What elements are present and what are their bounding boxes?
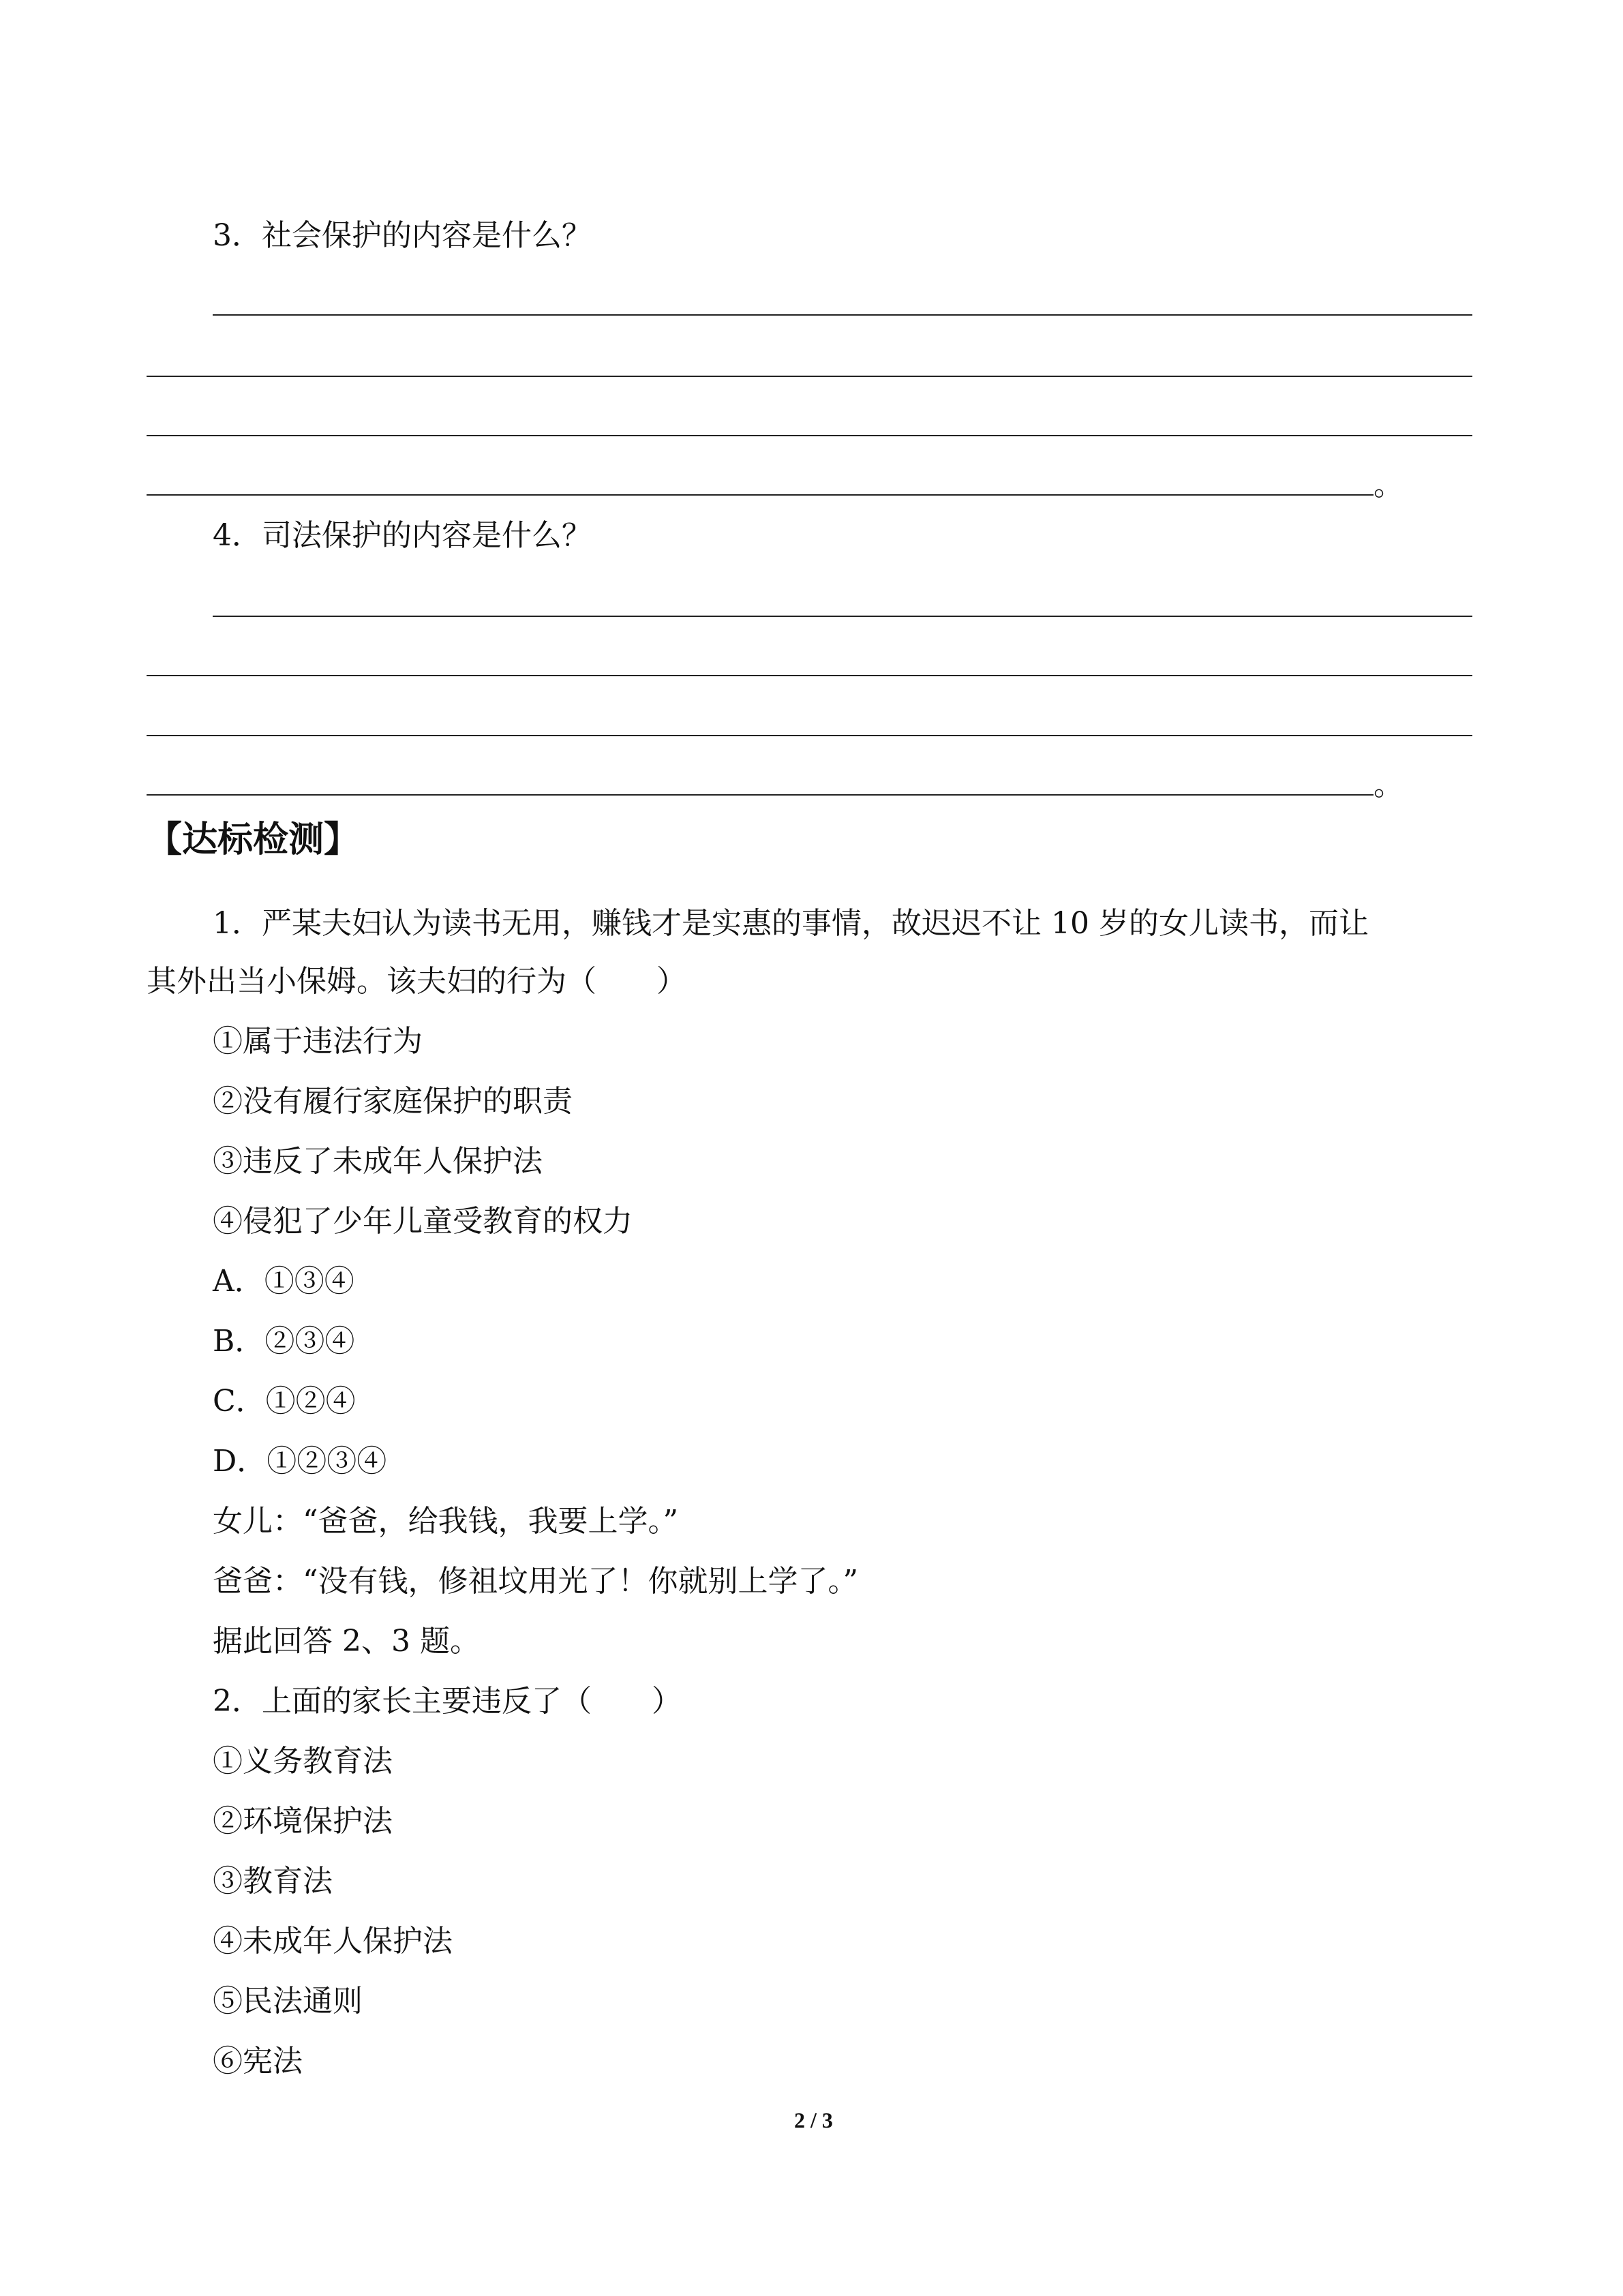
statement: ②环境保护法 [213,1804,393,1839]
statement: ①属于违法行为 [213,1024,423,1059]
answer-line[interactable] [213,616,1472,617]
section-title: 【达标检测】 [147,819,360,860]
answer-line[interactable] [147,494,1374,496]
question-number: 4． [213,518,262,553]
answer-line[interactable] [147,376,1472,377]
question-number: 3． [213,218,262,253]
statement: ⑥宪法 [213,2044,303,2079]
answer-end-mark: 。 [1374,768,1404,802]
question-4-text [213,517,592,555]
page-number: 2 / 3 [794,2108,833,2132]
option-b[interactable]: B．②③④ [213,1324,355,1359]
statement: ①义务教育法 [213,1744,393,1779]
statement: ②没有履行家庭保护的职责 [213,1084,573,1119]
answer-line[interactable] [147,735,1472,736]
statement: ③教育法 [213,1864,333,1899]
answer-line[interactable] [147,794,1374,796]
option-c[interactable]: C．①②④ [213,1384,356,1419]
question-prompt: 司法保护的内容是什么？ [262,518,592,553]
statement: ③违反了未成年人保护法 [213,1144,543,1179]
question-1-line-2: 其外出当小保姆。该夫妇的行为（ ） [147,964,686,999]
question-1-line-1: 1．严某夫妇认为读书无用，赚钱才是实惠的事情，故迟迟不让 10 岁的女儿读书，而让 [213,906,1369,941]
statement: ④侵犯了少年儿童受教育的权力 [213,1204,633,1239]
option-a[interactable]: A．①③④ [213,1264,354,1299]
answer-end-mark: 。 [1374,468,1404,502]
answer-line[interactable] [147,675,1472,676]
question-2-stem: 2．上面的家长主要违反了（ ） [213,1684,682,1719]
statement: ④未成年人保护法 [213,1924,453,1959]
answer-line[interactable] [147,435,1472,436]
statement: ⑤民法通则 [213,1984,363,2019]
question-prompt: 社会保护的内容是什么？ [262,218,592,253]
dialogue-daughter: 女儿：“爸爸，给我钱，我要上学。” [213,1504,678,1539]
dialogue-instruction: 据此回答 2、3 题。 [213,1624,480,1659]
option-d[interactable]: D．①②③④ [213,1444,387,1479]
dialogue-father: 爸爸：“没有钱，修祖坟用光了！你就别上学了。” [213,1564,858,1599]
answer-line[interactable] [213,314,1472,316]
question-3-text [213,217,592,255]
